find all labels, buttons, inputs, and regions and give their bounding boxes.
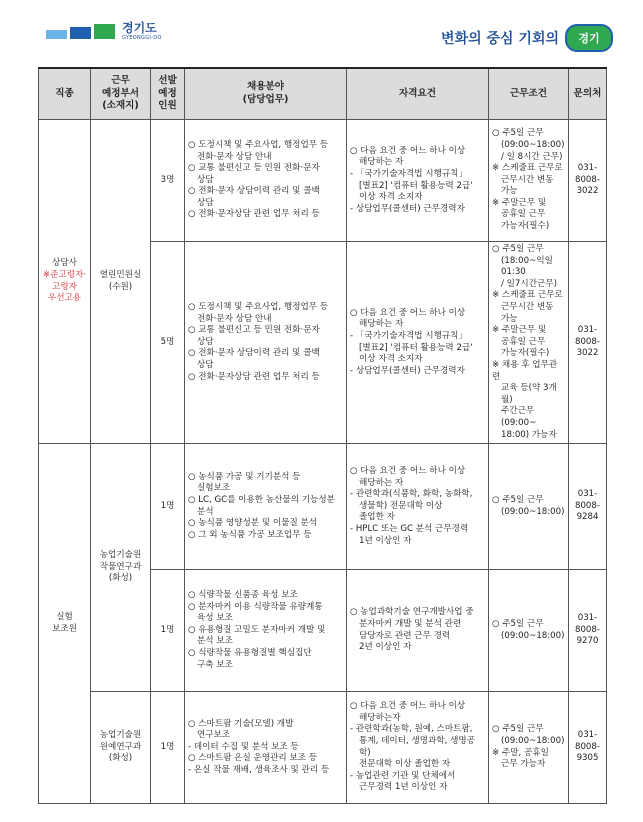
contact-cell: 031-8008- 9305 — [569, 692, 607, 804]
count-cell: 1명 — [151, 692, 185, 804]
duty-cell: ○ 스마트팜 기술(모델) 개발 연구보조 - 데이터 수집 및 분석 보조 등 ○ 스마트팜 온실 운영관리 보조 등 - 온실 작물 재배, 생육조사 및 관리 등 — [185, 692, 347, 804]
header-field: 채용분야 (담당업무) — [185, 68, 347, 120]
header-job: 직종 — [39, 68, 91, 120]
logo-name: 경기도 — [122, 21, 157, 35]
header-qualification: 자격요건 — [347, 68, 489, 120]
qualification-cell: ○ 다음 요건 중 어느 하나 이상 해당하는자 - 관련학과(농학, 원예, 스마트팜, 통계, 데이터, 생명과학, 생명공학) 전문대학 이상 졸업한 자 - 농업관련 기관 및 단체에서 근무경력 1년 이상인 자 — [347, 692, 489, 804]
count-cell: 5명 — [151, 242, 185, 444]
duty-cell: ○ 식량작물 신품종 육성 보조 ○ 분자마커 이용 식량작물 유량계통 육성 보조 ○ 유용형질 고밀도 분자마커 개발 및 분석 보조 ○ 식량작물 유용형질별 핵심집단 구축 보조 — [185, 570, 347, 692]
qualification-cell: ○ 다음 요건 중 어느 하나 이상 해당하는 자 - 관련학과(식품학, 화학, 농화학, 생물학) 전문대학 이상 졸업한 자 - HPLC 또는 GC 분석 근무경력 1년 이상인 자 — [347, 444, 489, 570]
count-cell: 1명 — [151, 444, 185, 570]
conditions-cell: ○ 주5일 근무 (09:00~18:00) / 일 8시간 근무) ※ 스케줄표 근무로 근무시간 변동 가능 ※ 주말근무 및 공휴일 근무 가능자(필수) — [489, 120, 569, 242]
dept-cell: 농업기술원 원예연구과 (화성) — [91, 692, 151, 804]
conditions-cell: ○ 주5일 근무 (09:00~18:00) ※ 주말, 공휴일 근무 가능자 — [489, 692, 569, 804]
job-cell-lab-assistant: 실험 보조원 — [39, 444, 91, 804]
table-row — [39, 444, 607, 570]
conditions-cell: ○ 주5일 근무 (09:00~18:00) — [489, 570, 569, 692]
page-header — [0, 0, 643, 62]
logo-mark-icon — [46, 24, 115, 39]
header-contact: 문의처 — [569, 68, 607, 120]
qualification-cell: ○ 다음 요건 중 어느 하나 이상 해당하는 자 - 「국가기술자격법 시행규칙」 [별표2] '컴퓨터 활용능력 2급' 이상 자격 소지자 - 상담업무(콜센터) 근무경력자 — [347, 120, 489, 242]
slogan-badge: 경기 — [565, 24, 613, 52]
table-row — [39, 692, 607, 804]
header-conditions: 근무조건 — [489, 68, 569, 120]
qualification-cell: ○ 농업과학기술 연구개발사업 중 분자마커 개발 및 분석 관련 담당자로 관련 근무 경력 2년 이상인 자 — [347, 570, 489, 692]
count-cell: 3명 — [151, 120, 185, 242]
duty-cell: ○ 농식품 가공 및 기기분석 등 실험보조 ○ LC, GC를 이용한 농산물의 기능성분 분석 ○ 농식품 영양성분 및 이물질 분석 ○ 그 외 농식품 가공 보조업무 등 — [185, 444, 347, 570]
slogan — [441, 24, 613, 52]
slogan-text: 변화의 중심 기회의 — [441, 31, 559, 47]
count-cell: 1명 — [151, 570, 185, 692]
contact-cell: 031-8008- 3022 — [569, 120, 607, 242]
contact-cell: 031-8008- 3022 — [569, 242, 607, 444]
contact-cell: 031-8008- 9284 — [569, 444, 607, 570]
qualification-cell: ○ 다음 요건 중 어느 하나 이상 해당하는 자 - 「국가기술자격법 시행규칙」 [별표2] '컴퓨터 활용능력 2급' 이상 자격 소지자 - 상담업무(콜센터) 근무경력자 — [347, 242, 489, 444]
header-count: 선발 예정 인원 — [151, 68, 185, 120]
duty-cell: ○ 도정시책 및 주요사업, 행정업무 등 전화·문자 상담 안내 ○ 교통 불편신고 등 민원 전화·문자 상담 ○ 전화·문자 상담이력 관리 및 콜백 상담 ○ 전화·문자상담 관련 업무 처리 등 — [185, 120, 347, 242]
table-row — [39, 120, 607, 242]
job-cell-counselor: 상담사 ※준고령자· 고령자 우선고용 — [39, 120, 91, 444]
table-header-row — [39, 68, 607, 120]
contact-cell: 031-8008- 9270 — [569, 570, 607, 692]
header-dept: 근무 예정부서 (소재지) — [91, 68, 151, 120]
duty-cell: ○ 도정시책 및 주요사업, 행정업무 등 전화·문자 상담 안내 ○ 교통 불편신고 등 민원 전화·문자 상담 ○ 전화·문자 상담이력 관리 및 콜백 상담 ○ 전화·문자상담 관련 업무 처리 등 — [185, 242, 347, 444]
conditions-cell: ○ 주5일 근무 (09:00~18:00) — [489, 444, 569, 570]
dept-cell: 열린민원실 (수원) — [91, 120, 151, 444]
recruitment-table — [38, 67, 607, 804]
conditions-cell: ○ 주5일 근무 (18:00~익일01:30 / 일7시간근무) ※ 스케줄표 근무로 근무시간 변동 가능 ※ 주말근무 및 공휴일 근무 가능자(필수) ※ 채용 후 업무관련 교육 등(약 3개월) 주간근무(09:00~ 18:00) 가능자 — [489, 242, 569, 444]
dept-cell: 농업기술원 작물연구과 (화성) — [91, 444, 151, 692]
logo-subtitle: GYEONGGI-DO — [122, 35, 162, 41]
gyeonggi-logo — [46, 22, 162, 41]
